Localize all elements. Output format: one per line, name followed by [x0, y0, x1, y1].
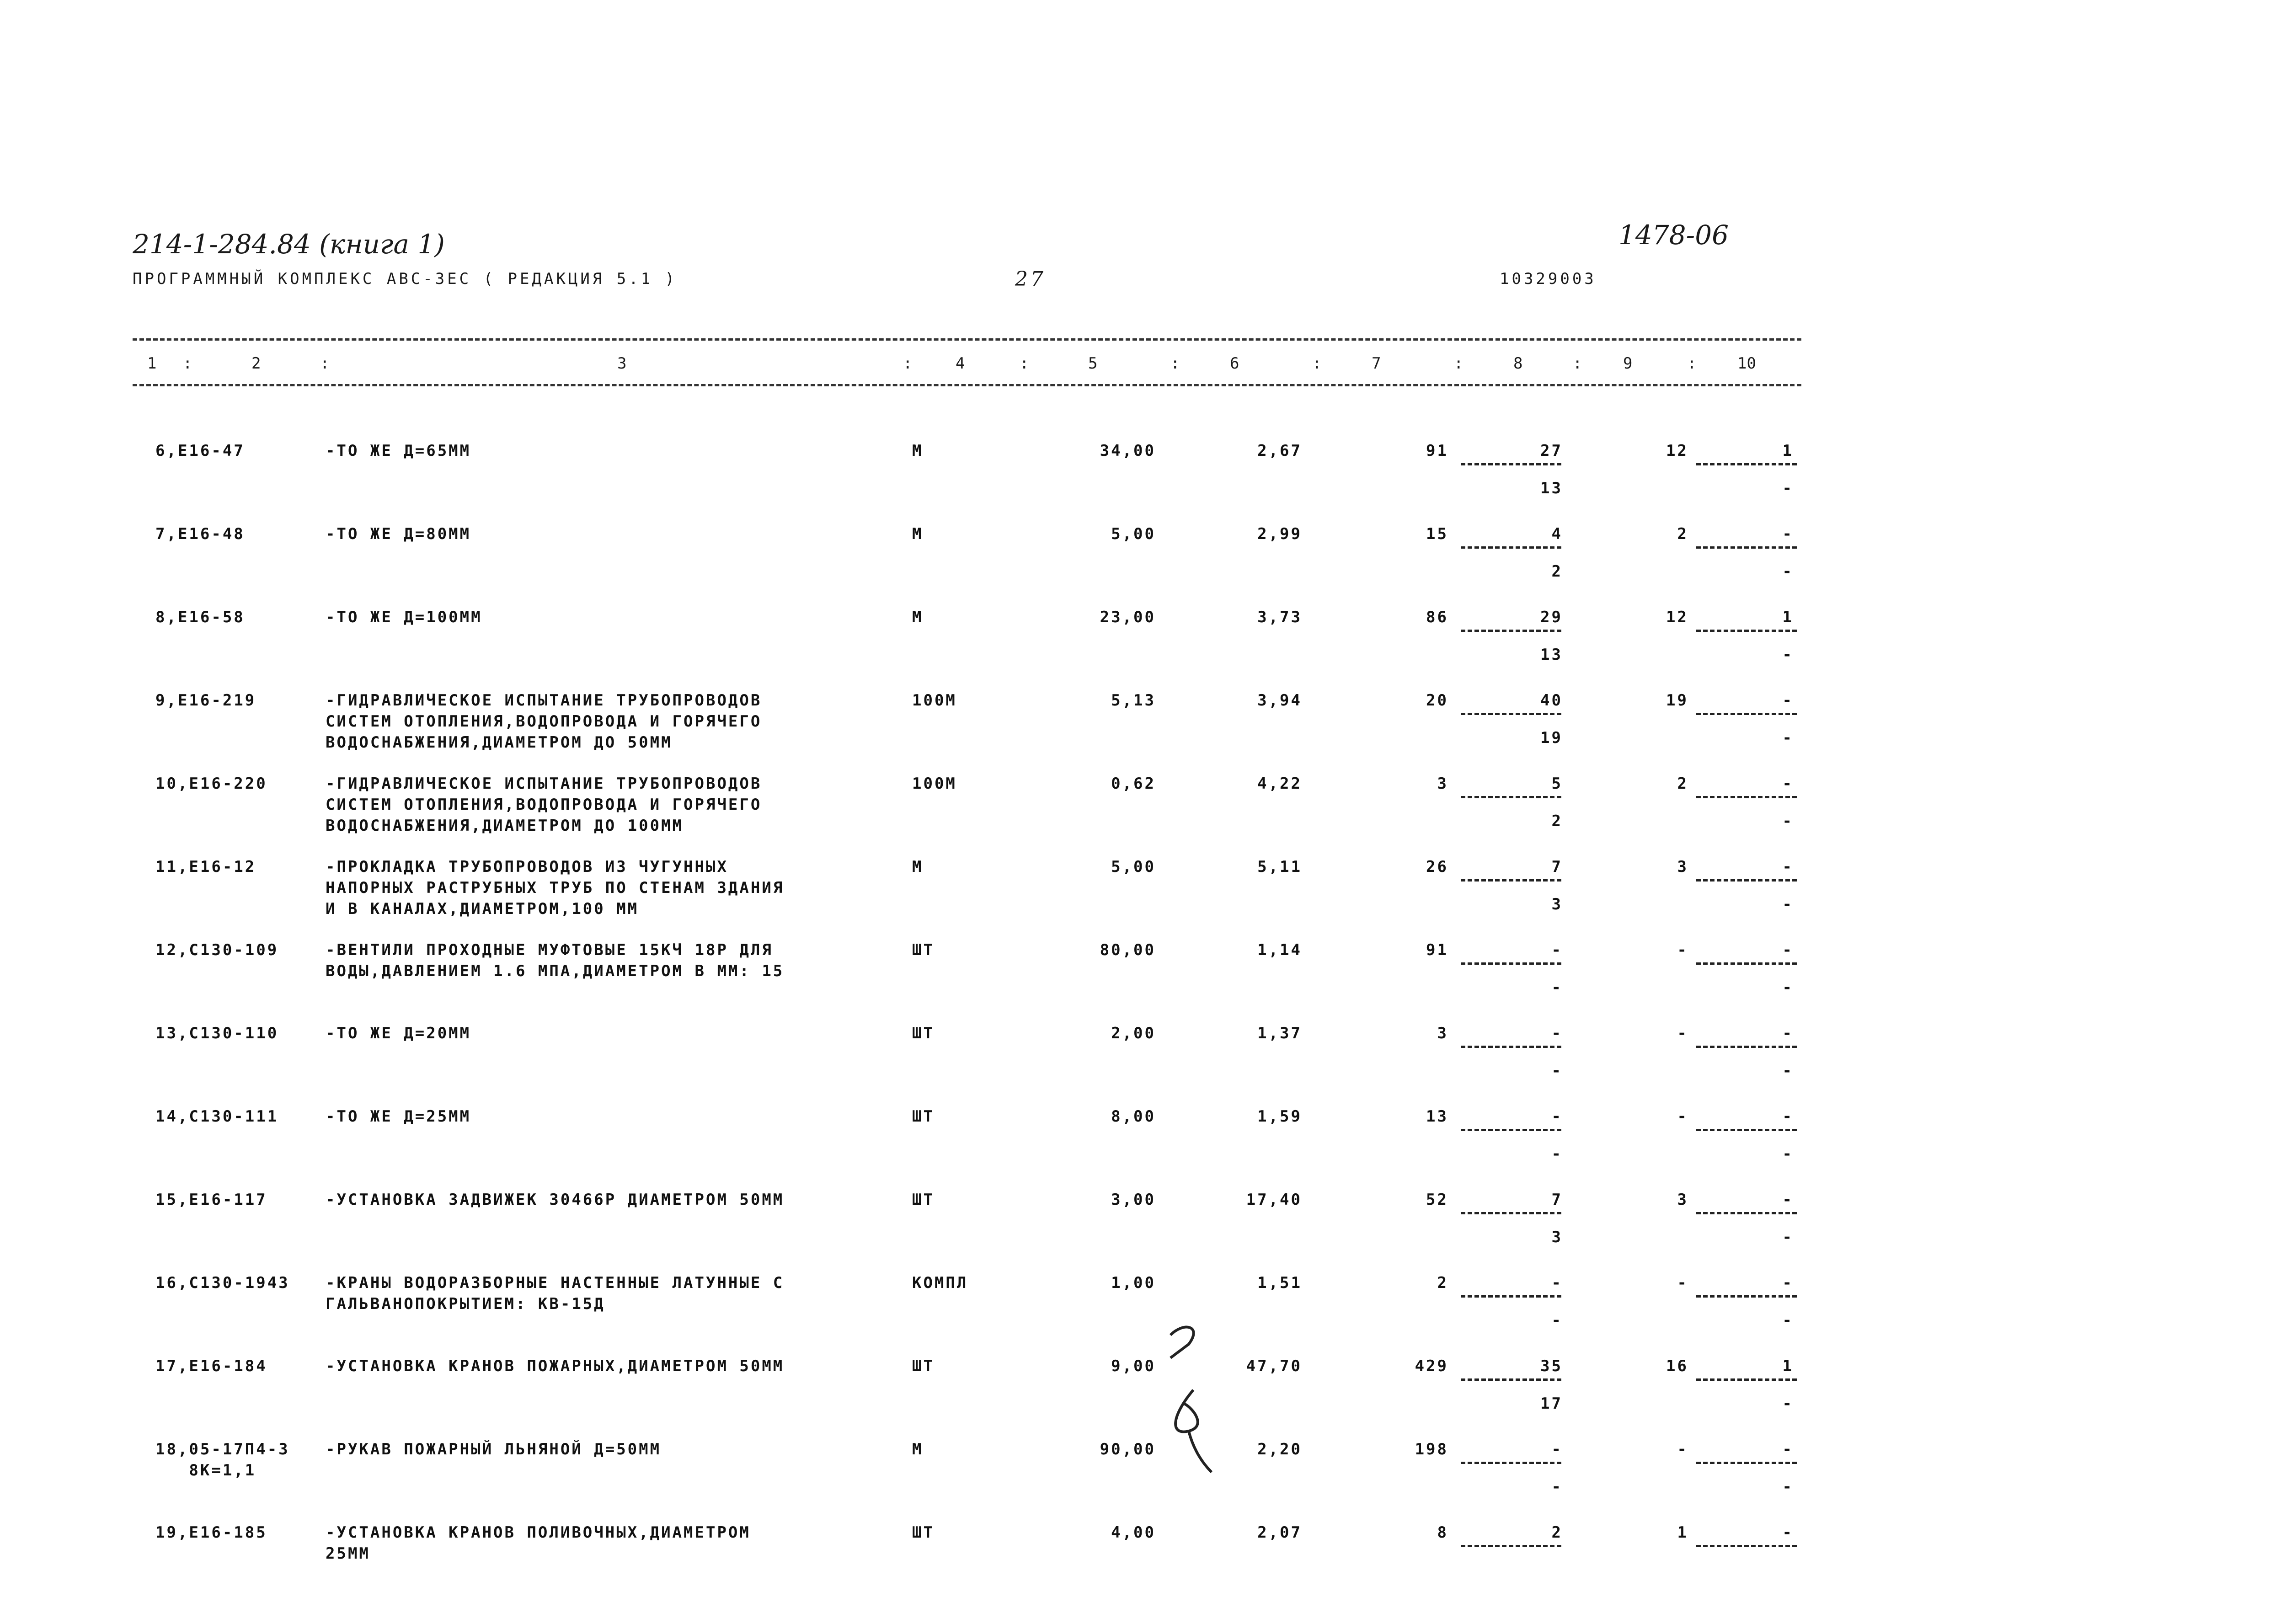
- row-col10: -: [1782, 691, 1794, 710]
- document-number: 1478-06: [1618, 219, 1729, 251]
- row-col10: -: [1782, 1274, 1794, 1292]
- row-col10-lower: -: [1782, 1145, 1794, 1163]
- row-col8: -: [1551, 941, 1563, 959]
- row-col8: 7: [1551, 858, 1563, 876]
- row-name: -ТО ЖЕ Д=80ММ: [326, 525, 471, 543]
- row-col8-lower: -: [1551, 978, 1563, 997]
- col-separator: :: [1454, 354, 1463, 373]
- row-col9: -: [1677, 1274, 1688, 1292]
- row-total: 8: [1437, 1523, 1448, 1542]
- fraction-line: [1696, 1046, 1797, 1048]
- row-quantity: 2,00: [1111, 1024, 1156, 1042]
- col-header-4: 4: [956, 354, 965, 373]
- row-name: -ГИДРАВЛИЧЕСКОЕ ИСПЫТАНИЕ ТРУБОПРОВОДОВ СИСТЕМ ОТОПЛЕНИЯ,ВОДОПРОВОДА И ГОРЯЧЕГО ВОДОСНАБЖЕНИЯ,ДИАМЕТРОМ ДО 100ММ: [326, 775, 762, 835]
- row-col9: 16: [1666, 1357, 1688, 1375]
- row-quantity: 4,00: [1111, 1523, 1156, 1542]
- row-unit-price: 4,22: [1257, 775, 1302, 793]
- row-col8: 29: [1540, 608, 1563, 626]
- fraction-line: [1696, 1545, 1797, 1547]
- row-col10: 1: [1782, 1357, 1794, 1375]
- row-col9: 19: [1666, 691, 1688, 710]
- table-row: [0, 524, 2286, 601]
- row-name: -УСТАНОВКА КРАНОВ ПОЖАРНЫХ,ДИАМЕТРОМ 50ММ: [326, 1357, 785, 1375]
- col-header-6: 6: [1230, 354, 1239, 373]
- row-total: 20: [1426, 691, 1448, 710]
- fraction-line: [1461, 1129, 1561, 1131]
- row-col9: 2: [1677, 775, 1688, 793]
- fraction-line: [1696, 1462, 1797, 1464]
- row-unit-price: 2,99: [1257, 525, 1302, 543]
- row-unit: ШТ: [912, 1523, 935, 1542]
- fraction-line: [1696, 713, 1797, 715]
- page-number: 27: [1015, 267, 1046, 291]
- row-col10-lower: -: [1782, 646, 1794, 664]
- fraction-line: [1461, 546, 1561, 549]
- col-header-7: 7: [1372, 354, 1381, 373]
- row-col8-lower: 19: [1540, 729, 1563, 747]
- row-col8: 5: [1551, 775, 1563, 793]
- fraction-line: [1696, 879, 1797, 881]
- fraction-line: [1461, 796, 1561, 798]
- row-code: 11,Е16-12: [155, 858, 256, 876]
- row-col9: -: [1677, 1024, 1688, 1042]
- row-unit-price: 1,14: [1257, 941, 1302, 959]
- row-col10: -: [1782, 858, 1794, 876]
- fraction-line: [1461, 463, 1561, 465]
- row-col10-lower: -: [1782, 1062, 1794, 1080]
- row-col9: 12: [1666, 442, 1688, 460]
- row-unit: М: [912, 608, 924, 626]
- col-header-3: 3: [617, 354, 627, 373]
- row-col10: 1: [1782, 608, 1794, 626]
- fraction-line: [1461, 1046, 1561, 1048]
- document-code: 10329003: [1500, 270, 1597, 288]
- row-col10-lower: -: [1782, 562, 1794, 581]
- row-total: 3: [1437, 775, 1448, 793]
- row-unit-price: 1,59: [1257, 1107, 1302, 1126]
- row-col8-lower: 2: [1551, 812, 1563, 830]
- fraction-line: [1461, 879, 1561, 881]
- row-col8-lower: -: [1551, 1145, 1563, 1163]
- row-name: -ТО ЖЕ Д=65ММ: [326, 442, 471, 460]
- row-name: -РУКАВ ПОЖАРНЫЙ ЛЬНЯНОЙ Д=50ММ: [326, 1440, 662, 1458]
- row-col8-lower: 2: [1551, 562, 1563, 581]
- row-quantity: 80,00: [1100, 941, 1156, 959]
- table-row: [0, 607, 2286, 684]
- row-total: 52: [1426, 1191, 1448, 1209]
- row-name: -ПРОКЛАДКА ТРУБОПРОВОДОВ ИЗ ЧУГУННЫХ НАПОРНЫХ РАСТРУБНЫХ ТРУБ ПО СТЕНАМ ЗДАНИЯ И В КАНАЛАХ,ДИАМЕТРОМ,100 ММ: [326, 858, 785, 918]
- row-quantity: 9,00: [1111, 1357, 1156, 1375]
- table-row: [0, 1106, 2286, 1184]
- row-name: -ГИДРАВЛИЧЕСКОЕ ИСПЫТАНИЕ ТРУБОПРОВОДОВ СИСТЕМ ОТОПЛЕНИЯ,ВОДОПРОВОДА И ГОРЯЧЕГО ВОДОСНАБЖЕНИЯ,ДИАМЕТРОМ ДО 50ММ: [326, 691, 762, 752]
- row-quantity: 34,00: [1100, 442, 1156, 460]
- col-separator: :: [1020, 354, 1029, 373]
- row-quantity: 23,00: [1100, 608, 1156, 626]
- row-total: 2: [1437, 1274, 1448, 1292]
- table-row: [0, 1272, 2286, 1350]
- table-row: [0, 773, 2286, 851]
- row-col10-lower: -: [1782, 729, 1794, 747]
- row-col9: -: [1677, 1440, 1688, 1458]
- fraction-line: [1696, 1295, 1797, 1298]
- row-col9: 1: [1677, 1523, 1688, 1542]
- row-code: 10,Е16-220: [155, 775, 267, 793]
- row-unit: ШТ: [912, 1191, 935, 1209]
- fraction-line: [1696, 962, 1797, 965]
- row-total: 15: [1426, 525, 1448, 543]
- row-total: 3: [1437, 1024, 1448, 1042]
- row-unit-price: 3,94: [1257, 691, 1302, 710]
- row-col8: 2: [1551, 1523, 1563, 1542]
- program-title: ПРОГРАММНЫЙ КОМПЛЕКС АВС-3ЕС ( РЕДАКЦИЯ 5.1 ): [133, 270, 678, 288]
- row-code: 16,С130-1943: [155, 1274, 290, 1292]
- row-col8-lower: -: [1551, 1311, 1563, 1330]
- row-col10-lower: -: [1782, 1478, 1794, 1496]
- row-unit: ШТ: [912, 1357, 935, 1375]
- header-rule-top: [133, 338, 1801, 341]
- fraction-line: [1461, 962, 1561, 965]
- row-unit: ШТ: [912, 1024, 935, 1042]
- row-code: 12,С130-109: [155, 941, 279, 959]
- row-quantity: 8,00: [1111, 1107, 1156, 1126]
- row-col10: -: [1782, 1024, 1794, 1042]
- row-col9: 3: [1677, 858, 1688, 876]
- row-col10-lower: -: [1782, 895, 1794, 914]
- row-unit: М: [912, 442, 924, 460]
- row-quantity: 1,00: [1111, 1274, 1156, 1292]
- col-separator: :: [1170, 354, 1180, 373]
- col-separator: :: [1312, 354, 1322, 373]
- row-unit: ШТ: [912, 1107, 935, 1126]
- document-reference: 214-1-284.84 (книга 1): [133, 229, 445, 260]
- row-quantity: 5,13: [1111, 691, 1156, 710]
- row-col10-lower: -: [1782, 1311, 1794, 1330]
- table-row: [0, 1356, 2286, 1433]
- row-col9: 12: [1666, 608, 1688, 626]
- row-col8: -: [1551, 1440, 1563, 1458]
- row-name: -ТО ЖЕ Д=20ММ: [326, 1024, 471, 1042]
- table-row: [0, 1023, 2286, 1100]
- fraction-line: [1696, 546, 1797, 549]
- table-row: [0, 1439, 2286, 1517]
- row-name: -ВЕНТИЛИ ПРОХОДНЫЕ МУФТОВЫЕ 15КЧ 18Р ДЛЯ ВОДЫ,ДАВЛЕНИЕМ 1.6 МПА,ДИАМЕТРОМ В ММ: 15: [326, 941, 785, 980]
- row-col10-lower: -: [1782, 978, 1794, 997]
- col-header-8: 8: [1513, 354, 1523, 373]
- row-total: 86: [1426, 608, 1448, 626]
- fraction-line: [1461, 713, 1561, 715]
- table-row: [0, 856, 2286, 934]
- fraction-line: [1696, 1129, 1797, 1131]
- fraction-line: [1696, 796, 1797, 798]
- row-col8-lower: 13: [1540, 479, 1563, 497]
- row-code: 9,Е16-219: [155, 691, 256, 710]
- row-code: 7,Е16-48: [155, 525, 245, 543]
- row-unit: КОМПЛ: [912, 1274, 968, 1292]
- row-col10: -: [1782, 525, 1794, 543]
- row-code: 19,Е16-185: [155, 1523, 267, 1542]
- row-col8-lower: 13: [1540, 646, 1563, 664]
- row-code: 8,Е16-58: [155, 608, 245, 626]
- row-unit-price: 47,70: [1246, 1357, 1302, 1375]
- row-quantity: 90,00: [1100, 1440, 1156, 1458]
- row-code: 18,05-17П4-3 8К=1,1: [155, 1440, 290, 1480]
- row-name: -УСТАНОВКА ЗАДВИЖЕК 30466Р ДИАМЕТРОМ 50ММ: [326, 1191, 785, 1209]
- row-total: 13: [1426, 1107, 1448, 1126]
- row-unit: М: [912, 858, 924, 876]
- table-row: [0, 440, 2286, 518]
- fraction-line: [1696, 630, 1797, 632]
- fraction-line: [1461, 1378, 1561, 1381]
- row-col10: -: [1782, 1523, 1794, 1542]
- row-total: 26: [1426, 858, 1448, 876]
- row-unit: 100М: [912, 775, 957, 793]
- row-quantity: 3,00: [1111, 1191, 1156, 1209]
- row-col9: -: [1677, 1107, 1688, 1126]
- row-col8-lower: -: [1551, 1478, 1563, 1496]
- col-separator: :: [1573, 354, 1582, 373]
- row-col8: 40: [1540, 691, 1563, 710]
- fraction-line: [1461, 1462, 1561, 1464]
- row-col10-lower: -: [1782, 1394, 1794, 1413]
- fraction-line: [1696, 1212, 1797, 1214]
- row-col9: -: [1677, 941, 1688, 959]
- header-rule-bottom: [133, 384, 1801, 386]
- col-separator: :: [183, 354, 192, 373]
- fraction-line: [1461, 1212, 1561, 1214]
- row-col9: 3: [1677, 1191, 1688, 1209]
- row-total: 91: [1426, 941, 1448, 959]
- row-unit-price: 2,20: [1257, 1440, 1302, 1458]
- row-code: 13,С130-110: [155, 1024, 279, 1042]
- table-row: [0, 940, 2286, 1017]
- row-unit-price: 1,37: [1257, 1024, 1302, 1042]
- row-col8: 35: [1540, 1357, 1563, 1375]
- col-header-2: 2: [251, 354, 261, 373]
- row-name: -КРАНЫ ВОДОРАЗБОРНЫЕ НАСТЕННЫЕ ЛАТУННЫЕ С ГАЛЬВАНОПОКРЫТИЕМ: КВ-15Д: [326, 1274, 785, 1313]
- row-col10: -: [1782, 1191, 1794, 1209]
- row-col10-lower: -: [1782, 1228, 1794, 1246]
- row-col8-lower: 17: [1540, 1394, 1563, 1413]
- col-separator: :: [320, 354, 330, 373]
- fraction-line: [1461, 630, 1561, 632]
- row-col8: 27: [1540, 442, 1563, 460]
- row-unit-price: 17,40: [1246, 1191, 1302, 1209]
- row-total: 198: [1415, 1440, 1448, 1458]
- row-code: 6,Е16-47: [155, 442, 245, 460]
- row-col8: 4: [1551, 525, 1563, 543]
- row-unit: 100М: [912, 691, 957, 710]
- row-name: -УСТАНОВКА КРАНОВ ПОЛИВОЧНЫХ,ДИАМЕТРОМ 25ММ: [326, 1523, 751, 1563]
- row-total: 91: [1426, 442, 1448, 460]
- col-separator: :: [903, 354, 913, 373]
- col-header-9: 9: [1623, 354, 1633, 373]
- col-separator: :: [1687, 354, 1697, 373]
- row-unit-price: 2,67: [1257, 442, 1302, 460]
- row-col8-lower: -: [1551, 1062, 1563, 1080]
- row-col8-lower: 3: [1551, 895, 1563, 914]
- row-unit-price: 1,51: [1257, 1274, 1302, 1292]
- table-row: [0, 690, 2286, 768]
- col-header-10: 10: [1737, 354, 1756, 373]
- row-col8: -: [1551, 1274, 1563, 1292]
- row-col10-lower: -: [1782, 812, 1794, 830]
- row-quantity: 5,00: [1111, 525, 1156, 543]
- row-code: 17,Е16-184: [155, 1357, 267, 1375]
- row-col9: 2: [1677, 525, 1688, 543]
- row-col10: -: [1782, 775, 1794, 793]
- row-name: -ТО ЖЕ Д=100ММ: [326, 608, 482, 626]
- fraction-line: [1696, 463, 1797, 465]
- row-col8: -: [1551, 1107, 1563, 1126]
- row-col10-lower: -: [1782, 479, 1794, 497]
- table-row: [0, 1522, 2286, 1600]
- row-col10: -: [1782, 1440, 1794, 1458]
- row-unit-price: 3,73: [1257, 608, 1302, 626]
- row-col8: -: [1551, 1024, 1563, 1042]
- row-col8-lower: 3: [1551, 1228, 1563, 1246]
- row-code: 14,С130-111: [155, 1107, 279, 1126]
- fraction-line: [1696, 1378, 1797, 1381]
- handwritten-mark: [1152, 1317, 1244, 1490]
- row-col8: 7: [1551, 1191, 1563, 1209]
- fraction-line: [1461, 1295, 1561, 1298]
- row-quantity: 5,00: [1111, 858, 1156, 876]
- row-unit: ШТ: [912, 941, 935, 959]
- row-unit: М: [912, 525, 924, 543]
- fraction-line: [1461, 1545, 1561, 1547]
- col-header-1: 1: [147, 354, 157, 373]
- row-total: 429: [1415, 1357, 1448, 1375]
- row-col10: -: [1782, 941, 1794, 959]
- row-col10: -: [1782, 1107, 1794, 1126]
- row-quantity: 0,62: [1111, 775, 1156, 793]
- row-unit-price: 2,07: [1257, 1523, 1302, 1542]
- row-unit: М: [912, 1440, 924, 1458]
- row-col10: 1: [1782, 442, 1794, 460]
- row-unit-price: 5,11: [1257, 858, 1302, 876]
- row-code: 15,Е16-117: [155, 1191, 267, 1209]
- table-row: [0, 1189, 2286, 1267]
- row-name: -ТО ЖЕ Д=25ММ: [326, 1107, 471, 1126]
- col-header-5: 5: [1088, 354, 1098, 373]
